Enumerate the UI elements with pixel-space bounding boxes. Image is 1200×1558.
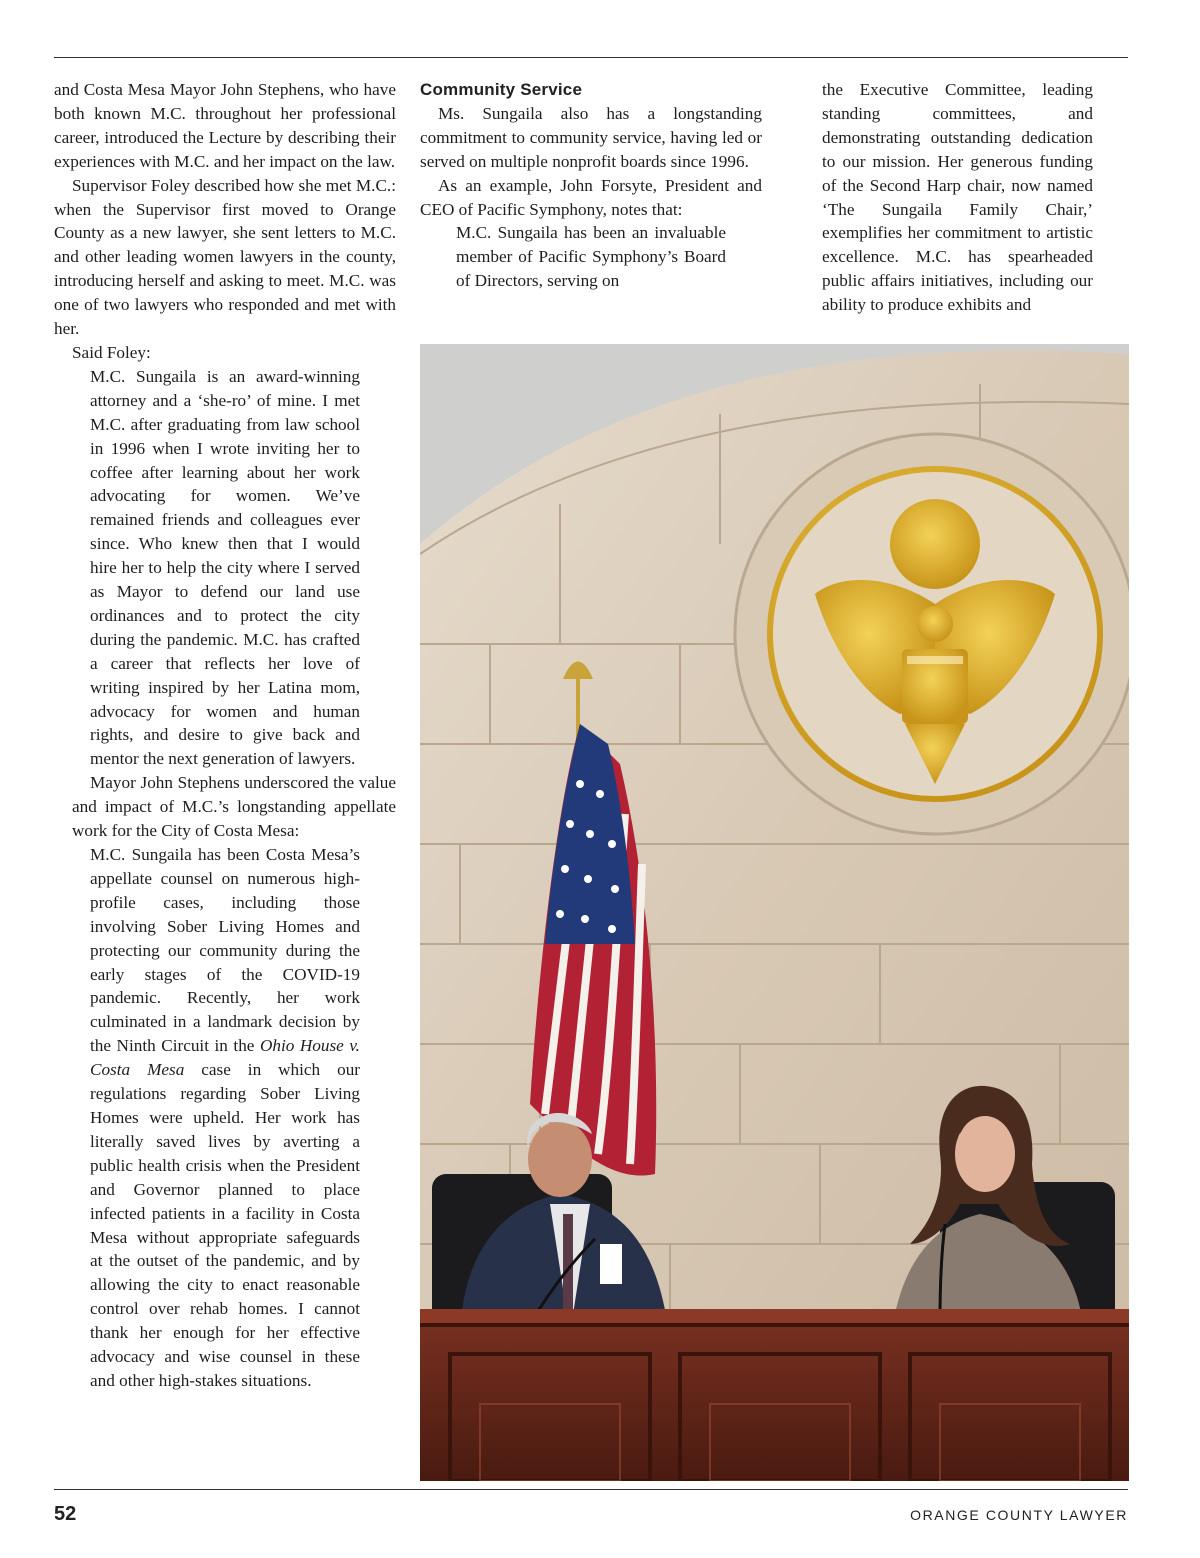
forsyte-quote: M.C. Sungaila has been an invaluable member of Pacific Symphony’s Board of Directors, serving on — [456, 223, 726, 291]
stephens-quote-part-1: M.C. Sungaila has been Costa Mesa’s appellate counsel on numerous high-profile cases, including those involving Sober Living Homes and protecting our community during the early stages of the COVID-19 pandemic. Recently, her work culminated in a landmark decision by the Ninth Circuit in the — [90, 845, 360, 1056]
top-rule — [54, 57, 1128, 58]
seal-glory-icon — [890, 499, 980, 589]
page-number: 52 — [54, 1503, 77, 1525]
foley-quote: M.C. Sungaila is an award-winning attorney and a ‘she-ro’ of mine. I met M.C. after graduating from law school in 1996 when I wrote inviting her to coffee after learning about her work advocating for women. We’ve remained friends and colleagues ever since. Who knew then that I would hire her to help the city where I served as Mayor to defend our land use ordinances and to protect the city during the pandemic. M.C. has crafted a career that reflects her love of writing inspired by her Latina mom, advocacy for women and human rights, and desire to give back and mentor the next generation of lawyers. — [90, 366, 360, 769]
col1-paragraph-1: and Costa Mesa Mayor John Stephens, who have both known M.C. throughout her professional career, introduced the Lecture by describing their experiences with M.C. and her impact on the law. — [54, 80, 396, 171]
stephens-quote-part-2: case in which our regulations regarding Sober Living Homes were upheld. Her work has literally saved lives by averting a public health crisis when the President and Governor planned to place infected patients in a facility in Costa Mesa without appropriate safeguards at the outset of the pandemic, and by allowing the city to enact reasonable control over rehab homes. I cannot thank her enough for her effective advocacy and wise counsel in these and other high-stakes situations. — [90, 1060, 361, 1390]
courtroom-photo — [420, 344, 1129, 1481]
great-seal — [735, 434, 1129, 834]
column-2 — [420, 78, 762, 293]
col3-paragraph-1: the Executive Committee, leading standing committees, and demonstrating outstanding dedication to our mission. Her generous funding of the Second Harp chair, now named ‘The Sungaila Family Chair,’ exemplifies her commitment to artistic excellence. M.C. has spearheaded public affairs initiatives, including our ability to produce exhibits and — [822, 80, 1093, 315]
col1-paragraph-4: Mayor John Stephens underscored the value and impact of M.C.’s longstanding appellate work for the City of Costa Mesa: — [72, 773, 396, 841]
column-1 — [54, 78, 396, 1393]
section-heading-community-service: Community Service — [420, 80, 583, 99]
case-name: Ohio House v. Costa Mesa — [90, 1036, 360, 1080]
col1-paragraph-3: Said Foley: — [72, 342, 151, 362]
judges-bench — [420, 1309, 1129, 1481]
col1-paragraph-2: Supervisor Foley described how she met M.C.: when the Supervisor first moved to Orange County as a new lawyer, she sent letters to M.C. and other leading women lawyers in the county, introducing herself and asking to meet. M.C. was one of two lawyers who responded and met with her. — [54, 175, 396, 339]
bottom-rule — [54, 1489, 1128, 1490]
column-3 — [822, 78, 1093, 317]
col2-paragraph-1: Ms. Sungaila also has a longstanding commitment to community service, having led or served on multiple nonprofit boards since 1996. — [420, 103, 762, 171]
publication-name: ORANGE COUNTY LAWYER — [910, 1507, 1128, 1523]
stephens-quote — [90, 843, 360, 1393]
col2-paragraph-2: As an example, John Forsyte, President and CEO of Pacific Symphony, notes that: — [420, 175, 762, 219]
